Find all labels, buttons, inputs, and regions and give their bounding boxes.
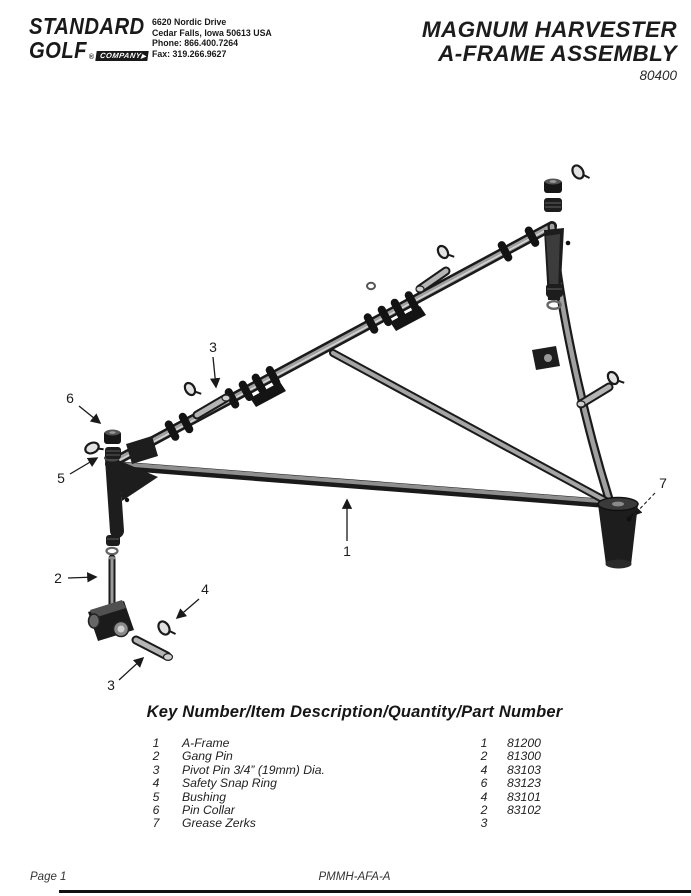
address-fax: Fax: 319.266.9627: [152, 48, 227, 59]
callout-2: [54, 570, 96, 586]
quantity: 3: [480, 816, 488, 831]
svg-text:2: 2: [54, 570, 62, 586]
table-row: [0, 790, 691, 803]
logo-company-badge: COMPANY▶: [95, 51, 149, 61]
key-number: 7: [152, 816, 160, 831]
table-row: [0, 803, 691, 816]
item-description: Gang Pin: [182, 749, 233, 764]
left-post: [112, 459, 117, 531]
quantity: 1: [480, 736, 488, 750]
svg-text:5: 5: [57, 470, 65, 486]
key-number: 4: [152, 776, 160, 791]
parts-table-heading: Key Number/Item Description/Quantity/Part Number: [146, 703, 563, 721]
quantity: 6: [480, 776, 488, 791]
svg-text:4: 4: [201, 581, 209, 597]
quantity: 2: [480, 802, 488, 817]
callout-1: [343, 500, 351, 559]
callout-3-bottom: [107, 658, 143, 693]
corner-cylinder: [598, 504, 638, 565]
item-description: Bushing: [182, 789, 227, 804]
key-number: 1: [152, 736, 160, 750]
logo-golf-text: GOLF: [29, 37, 87, 63]
pivot-pin-upper-left: [183, 380, 230, 415]
callout-6: [66, 390, 100, 423]
assembly-number: 80400: [639, 68, 677, 83]
parts-table: [0, 736, 691, 830]
callout-4: [177, 581, 209, 618]
callout-3-top: [209, 339, 217, 387]
table-row: [0, 816, 691, 829]
key-number: 3: [152, 762, 160, 777]
logo-flag-icon: ▶: [140, 54, 147, 60]
address-line: 6620 Nordic Drive: [152, 17, 227, 27]
footer-page-number: Page 1: [30, 871, 67, 883]
part-number: 81200: [507, 736, 541, 750]
item-description: Pin Collar: [182, 802, 235, 817]
svg-text:7: 7: [659, 475, 667, 491]
key-number: 6: [152, 802, 160, 817]
table-row: [0, 776, 691, 789]
part-number: 81300: [507, 749, 541, 764]
title-line-2: A-FRAME ASSEMBLY: [438, 40, 677, 66]
logo-standard-text: STANDARD: [29, 13, 145, 39]
table-row: [0, 763, 691, 776]
part-number: 83103: [507, 762, 541, 777]
pivot-pin-right-leg: [577, 369, 624, 407]
footer-rule: [59, 890, 691, 893]
address-line: Cedar Falls, Iowa 50613 USA: [152, 27, 272, 38]
key-number: 5: [152, 789, 160, 804]
svg-text:6: 6: [66, 390, 74, 406]
quantity: 4: [480, 762, 488, 777]
callout-5: [57, 458, 97, 486]
svg-text:3: 3: [107, 677, 115, 693]
quantity: 2: [480, 749, 488, 764]
item-description: Grease Zerks: [182, 816, 256, 831]
part-number: 83101: [507, 789, 541, 804]
item-description: Pivot Pin 3/4” (19mm) Dia.: [182, 762, 325, 777]
registered-mark: ®: [88, 54, 95, 61]
svg-text:3: 3: [209, 339, 217, 355]
part-number: 83102: [507, 802, 541, 817]
callout-7: [634, 475, 667, 515]
quantity: 4: [480, 789, 488, 804]
key-number: 2: [152, 749, 160, 764]
a-frame-drawing: [104, 226, 638, 569]
callouts: [54, 339, 667, 693]
address-phone: Phone: 866.400.7264: [152, 38, 239, 49]
table-row: [0, 736, 691, 749]
title-line-1: MAGNUM HARVESTER: [421, 17, 677, 42]
part-number: 83123: [507, 776, 541, 791]
item-description: Safety Snap Ring: [182, 776, 277, 791]
table-row: [0, 749, 691, 762]
item-description: A-Frame: [182, 736, 230, 750]
svg-text:1: 1: [343, 543, 351, 559]
footer-doc-code: PMMH-AFA-A: [318, 871, 391, 883]
